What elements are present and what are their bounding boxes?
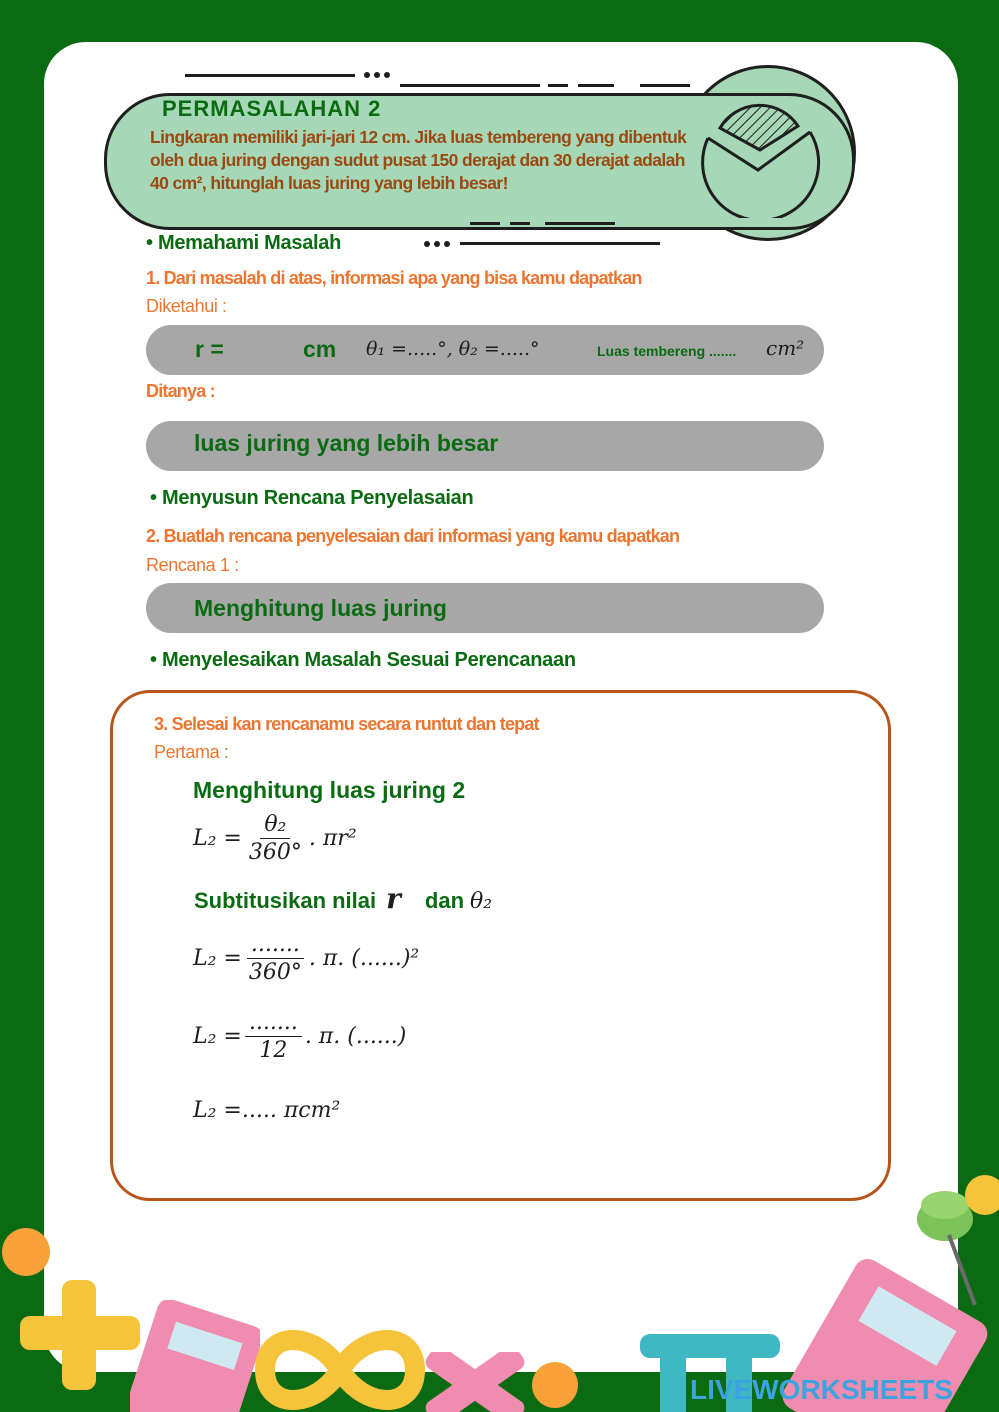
heading-plan: • Menyusun Rencana Penyelasaian	[150, 487, 474, 509]
formula-3-fraction	[245, 1010, 302, 1063]
formula-3	[193, 1010, 406, 1063]
formula-1-num: θ₂	[260, 812, 290, 839]
decor-dash	[460, 242, 660, 245]
radius-input[interactable]	[240, 336, 299, 366]
decor-dash	[640, 84, 690, 87]
question-2: 2. Buatlah rencana penyelesaian dari informasi yang kamu dapatkan	[146, 526, 680, 546]
known-theta: θ₁ =.....°, θ₂ =.....°	[366, 338, 540, 360]
formula-3-rest: . π. (......)	[304, 1024, 407, 1049]
known-unit: cm²	[766, 336, 805, 360]
formula-4: L₂ =..... πcm²	[193, 1098, 341, 1123]
liveworksheets-logo: LIVEWORKSHEETS	[690, 1374, 953, 1405]
decor-dash	[510, 222, 530, 225]
problem-title: PERMASALAHAN 2	[162, 96, 382, 121]
known-label: Diketahui :	[146, 296, 227, 316]
question-1: 1. Dari masalah di atas, informasi apa yang bisa kamu dapatkan	[146, 268, 642, 288]
decor-dot	[444, 241, 450, 247]
plan-label: Rencana 1 :	[146, 555, 239, 575]
known-cm: cm	[303, 336, 337, 362]
orange-dot-icon	[2, 1228, 50, 1276]
formula-3-den: 12	[259, 1038, 288, 1063]
substitute-theta: θ₂	[470, 889, 493, 914]
decor-dot	[374, 72, 380, 78]
problem-statement: Lingkaran memiliki jari-jari 12 cm. Jika luas tembereng yang dibentuk oleh dua juring dengan sudut pusat 150 derajat dan 30 derajat adalah 40 cm², hitunglah luas juring yang lebih besar!	[150, 127, 687, 193]
decor-dash	[545, 222, 615, 225]
formula-1	[193, 812, 357, 865]
decor-dash	[400, 84, 540, 87]
decor-dot	[384, 72, 390, 78]
infinity-icon	[255, 1320, 425, 1412]
known-r: r =	[195, 336, 224, 362]
formula-1-lhs: L₂ =	[193, 826, 242, 851]
decor-dot	[434, 241, 440, 247]
plan-value: Menghitung luas juring	[194, 595, 447, 621]
formula-1-den: 360°	[248, 840, 302, 865]
asked-value: luas juring yang lebih besar	[194, 430, 499, 456]
formula-3-lhs: L₂ =	[193, 1024, 242, 1049]
heading-understand: • Memahami Masalah	[146, 232, 342, 254]
substitute-and: dan	[424, 888, 465, 913]
formula-2-den: 360°	[248, 960, 302, 985]
decor-dot	[364, 72, 370, 78]
substitute-line	[194, 882, 492, 915]
decor-dash	[185, 74, 355, 77]
asked-label: Ditanya :	[146, 381, 215, 401]
formula-2	[193, 932, 419, 985]
step-title: Menghitung luas juring 2	[193, 777, 466, 803]
formula-2-num: .......	[247, 932, 304, 959]
step-label: Pertama :	[154, 742, 229, 762]
decor-dash	[470, 222, 500, 225]
formula-3-num: .......	[245, 1010, 302, 1037]
decor-dash	[548, 84, 568, 87]
formula-2-fraction	[245, 932, 306, 985]
calculator-left-icon	[130, 1300, 260, 1412]
times-sign-icon	[410, 1352, 540, 1412]
substitute-text: Subtitusikan nilai	[194, 888, 377, 913]
heading-solve: • Menyelesaikan Masalah Sesuai Perencanaan	[150, 649, 576, 671]
orange-ball-icon	[532, 1362, 578, 1408]
decor-dot	[424, 241, 430, 247]
pie-chart-icon	[690, 78, 830, 218]
decor-dash	[578, 84, 614, 87]
question-3: 3. Selesai kan rencanamu secara runtut dan tepat	[154, 714, 539, 734]
formula-1-rest: . πr²	[308, 826, 357, 851]
plus-sign-icon	[20, 1280, 140, 1390]
formula-1-fraction	[245, 812, 306, 865]
substitute-r: r	[386, 882, 401, 915]
known-segment: Luas tembereng .......	[597, 343, 737, 359]
formula-2-rest: . π. (......)²	[308, 946, 420, 971]
formula-2-lhs: L₂ =	[193, 946, 242, 971]
